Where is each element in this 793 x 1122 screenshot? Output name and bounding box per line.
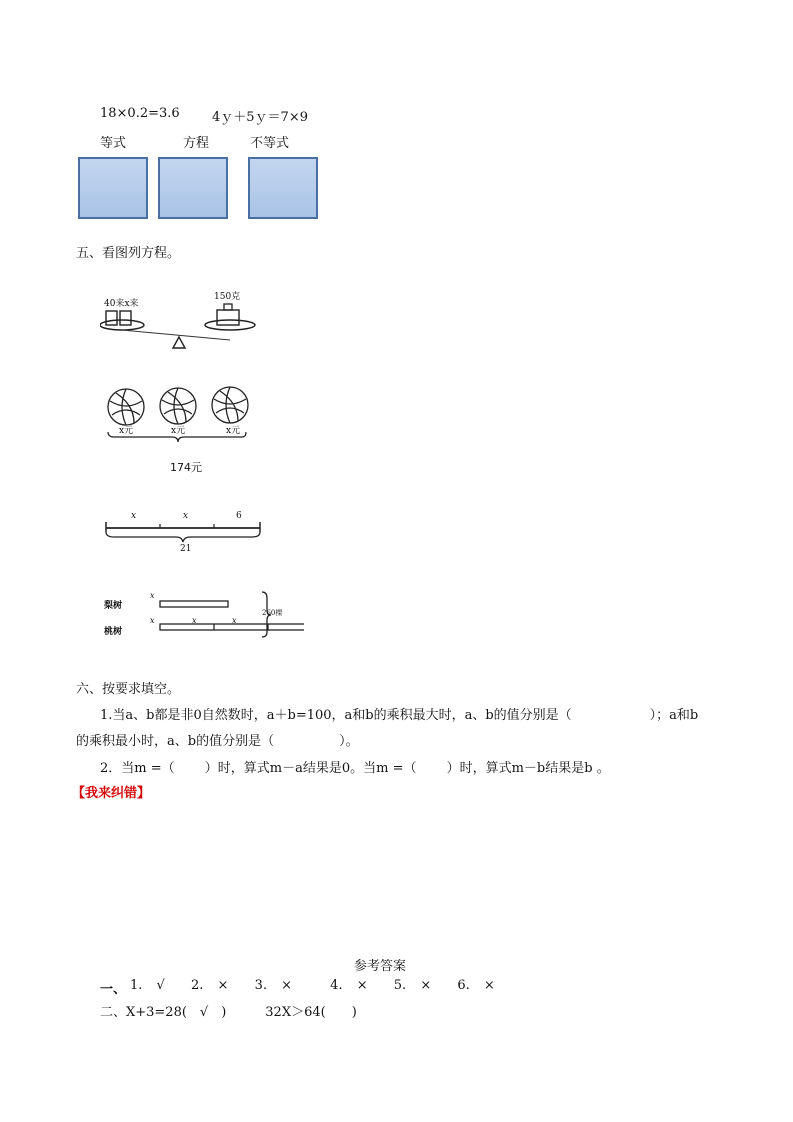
segment-1-label: x bbox=[131, 511, 137, 521]
answer-4-num: 4. bbox=[330, 978, 343, 993]
question-2: 2．当m =（ ）时，算式m－a结果是0。当m =（ ）时，算式m－b结果是b 。 bbox=[100, 761, 610, 776]
peach-segment-2-label: x bbox=[192, 616, 197, 625]
question-1-line-2: 的乘积最小时，a、b的值分别是（ ）。 bbox=[76, 734, 359, 749]
inequality-box[interactable] bbox=[248, 157, 318, 219]
ball-3-price: x元 bbox=[226, 426, 241, 436]
answers-title: 参考答案 bbox=[354, 959, 407, 974]
scale-left-label: 40来x来 bbox=[104, 299, 139, 309]
answer-3-mark: × bbox=[281, 978, 293, 993]
ball-1-price: x元 bbox=[119, 426, 134, 436]
balance-scale-figure bbox=[100, 285, 260, 353]
answer-1-num: 1. bbox=[130, 978, 143, 993]
basketballs-drawing bbox=[104, 385, 254, 445]
answer-5-num: 5. bbox=[393, 978, 407, 993]
segment-total: 21 bbox=[180, 544, 192, 554]
equality-box[interactable] bbox=[78, 157, 148, 219]
answer-2-num: 2. bbox=[190, 978, 204, 993]
answer-3-num: 3. bbox=[254, 978, 267, 993]
answer-5-mark: × bbox=[420, 978, 432, 993]
pear-tree-label: 梨树 bbox=[104, 601, 123, 611]
expression-2: 4ｙ＋5ｙ＝7×9 bbox=[212, 110, 308, 125]
trees-figure bbox=[104, 588, 304, 640]
answers-row1-prefix: 一、 bbox=[100, 982, 127, 997]
section5-heading: 五、看图列方程。 bbox=[76, 246, 181, 261]
answer-1-mark: √ bbox=[156, 978, 165, 993]
answer-6-num: 6. bbox=[457, 978, 470, 993]
scale-right-label: 150克 bbox=[214, 292, 241, 302]
segment-3-label: 6 bbox=[236, 511, 242, 521]
correction-heading: 【我来纠错】 bbox=[72, 786, 151, 801]
basketballs-figure bbox=[104, 385, 254, 480]
section6-heading: 六、按要求填空。 bbox=[76, 682, 181, 697]
answer-2-mark: × bbox=[217, 978, 229, 993]
peach-tree-label: 桃树 bbox=[104, 627, 123, 637]
segment-line-figure bbox=[104, 510, 264, 560]
label-inequality: 不等式 bbox=[250, 136, 290, 151]
pear-segment-label: x bbox=[150, 591, 155, 600]
answer-4-mark: × bbox=[356, 978, 368, 993]
peach-segment-1-label: x bbox=[150, 616, 155, 625]
ball-2-price: x元 bbox=[171, 426, 186, 436]
equation-box[interactable] bbox=[158, 157, 228, 219]
peach-segment-3-label: x bbox=[232, 616, 237, 625]
answer-6-mark: × bbox=[483, 978, 495, 993]
balls-total: 174元 bbox=[170, 461, 202, 474]
trees-total: 260棵 bbox=[262, 609, 283, 617]
label-equality: 等式 bbox=[100, 136, 127, 151]
segment-2-label: x bbox=[183, 511, 189, 521]
label-equation: 方程 bbox=[183, 136, 210, 151]
question-1-line-1: 1.当a、b都是非0自然数时，a＋b=100，a和b的乘积最大时，a、b的值分别是（ ）；a和b bbox=[100, 708, 699, 723]
answers-row2: 二、X+3=28( √ ) 32X＞64( ) bbox=[100, 1005, 357, 1020]
expression-1: 18×0.2=3.6 bbox=[100, 106, 180, 121]
answers-row1 bbox=[130, 978, 495, 993]
